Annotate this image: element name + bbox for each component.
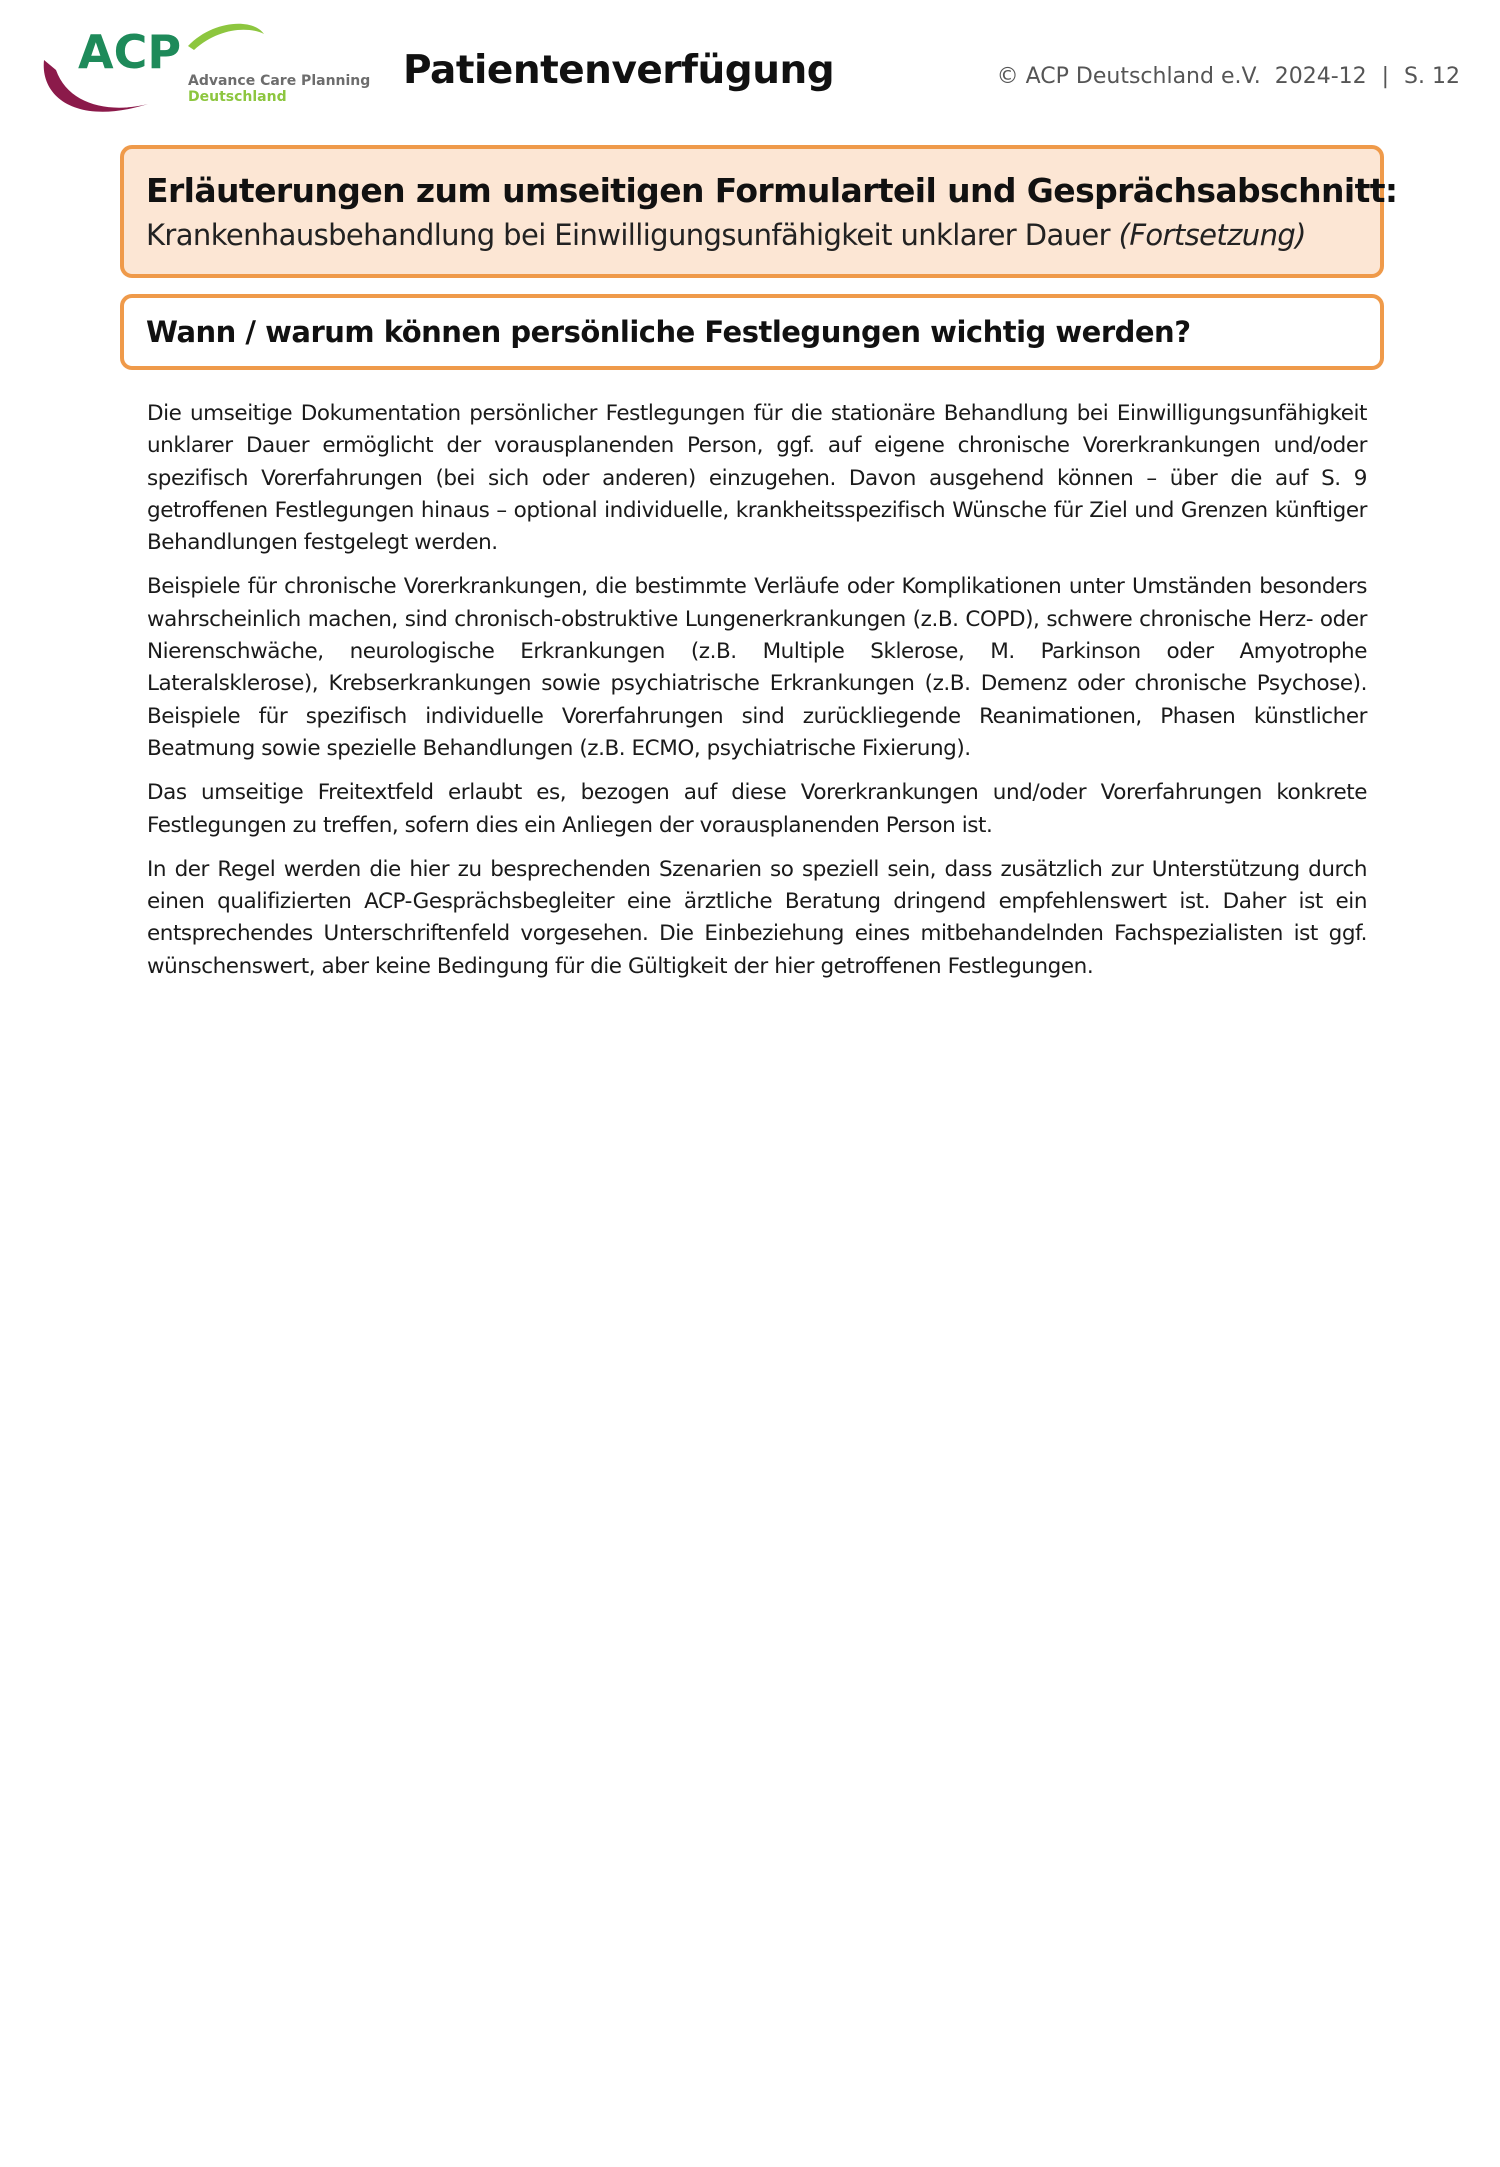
logo-lime-arc bbox=[188, 24, 264, 50]
paragraph: Beispiele für chronische Vorerkrankungen, die bestimmte Verläufe oder Komplikationen unter Umständen besonders wahrscheinlich machen, sind chronisch-obstruktive Lungenerkrankungen (z.B. COPD), schwere chronische Herz- oder Nierenschwäche, neurologische Erkrankungen (z.B. Multiple Sklerose, M. Parkinson oder Amyotrophe Lateralsklerose), Krebserkrankungen sowie psychiatrische Erkrankungen (z.B. Demenz oder chronische Psychose). Beispiele für spezifisch individuelle Vorerfahrungen sind zurückliegende Reanimationen, Phasen künstlicher Beatmung sowie spezielle Behandlungen (z.B. ECMO, psychiatrische Fixierung). bbox=[147, 574, 1367, 761]
edition-date: 2024-12 bbox=[1274, 64, 1367, 89]
meta-separator: | bbox=[1381, 64, 1390, 89]
section-subtitle-italic: (Fortsetzung) bbox=[1118, 218, 1306, 252]
copyright-text: © ACP Deutschland e.V. bbox=[996, 64, 1261, 89]
header-meta bbox=[997, 64, 1460, 89]
question-heading: Wann / warum können persönliche Festlegungen wichtig werden? bbox=[146, 315, 1191, 349]
paragraph: Das umseitige Freitextfeld erlaubt es, bezogen auf diese Vorerkrankungen und/oder Vorerfahrungen konkrete Festlegungen zu treffen, sofern dies ein Anliegen der vorausplanenden Person ist. bbox=[147, 780, 1367, 838]
question-box bbox=[120, 294, 1384, 370]
section-subtitle-text: Krankenhausbehandlung bei Einwilligungsunfähigkeit unklarer Dauer bbox=[146, 218, 1110, 252]
logo-line1: Advance Care Planning bbox=[188, 73, 371, 89]
paragraph: Die umseitige Dokumentation persönlicher Festlegungen für die stationäre Behandlung bei Einwilligungsunfähigkeit unklarer Dauer ermöglicht der vorausplanenden Person, ggf. auf eigene chronische Vorerkrankungen und/oder spezifisch Vorerfahrungen (bei sich oder anderen) einzugehen. Davon ausgehend können – über die auf S. 9 getroffenen Festlegungen hinaus – optional individuelle, krankheitsspezifisch Wünsche für Ziel und Grenzen künftiger Behandlungen festgelegt werden. bbox=[147, 401, 1367, 556]
logo-acronym: ACP bbox=[78, 25, 182, 79]
body-text bbox=[147, 398, 1367, 995]
page-header bbox=[0, 0, 1500, 140]
section-subtitle bbox=[146, 218, 1358, 252]
section-title-box bbox=[120, 145, 1398, 278]
page-number: S. 12 bbox=[1404, 64, 1460, 89]
paragraph: In der Regel werden die hier zu besprechenden Szenarien so speziell sein, dass zusätzlich zur Unterstützung durch einen qualifizierten ACP-Gesprächsbegleiter eine ärztliche Beratung dringend empfehlenswert ist. Daher ist ein entsprechendes Unterschriftenfeld vorgesehen. Die Einbeziehung eines mitbehandelnden Fachspezialisten ist ggf. wünschenswert, aber keine Bedingung für die Gültigkeit der hier getroffenen Festlegungen. bbox=[147, 856, 1367, 979]
logo-line2: Deutschland bbox=[188, 89, 287, 105]
section-title: Erläuterungen zum umseitigen Formularteil und Gesprächsabschnitt: bbox=[146, 171, 1398, 210]
acp-logo bbox=[38, 18, 378, 123]
document-title: Patientenverfügung bbox=[403, 48, 835, 93]
